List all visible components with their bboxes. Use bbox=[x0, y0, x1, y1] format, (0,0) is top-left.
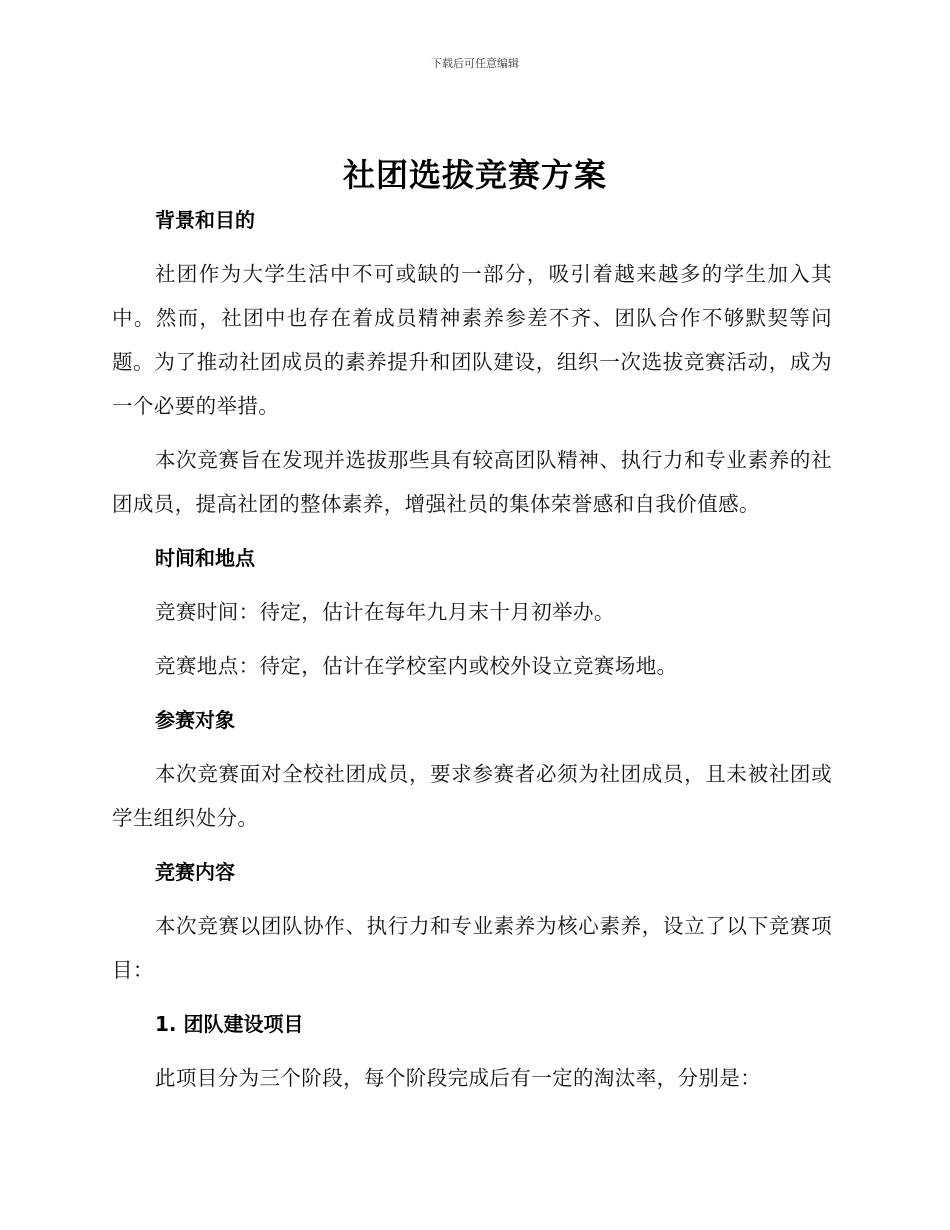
paragraph-place: 竞赛地点：待定，估计在学校室内或校外设立竞赛场地。 bbox=[155, 654, 678, 678]
paragraph-time: 竞赛时间：待定，估计在每年九月末十月初举办。 bbox=[155, 600, 615, 624]
document-body bbox=[112, 198, 832, 1110]
section-heading-content: 竞赛内容 bbox=[155, 860, 235, 884]
paragraph-participants: 本次竞赛面对全校社团成员，要求参赛者必须为社团成员，且未被社团或学生组织处分。 bbox=[112, 762, 832, 830]
paragraph-team-building: 此项目分为三个阶段，每个阶段完成后有一定的淘汰率，分别是： bbox=[155, 1066, 762, 1090]
section-heading-background: 背景和目的 bbox=[155, 208, 255, 232]
section-heading-time-place: 时间和地点 bbox=[155, 546, 255, 570]
paragraph-background-2: 本次竞赛旨在发现并选拔那些具有较高团队精神、执行力和专业素养的社团成员，提高社团的整体素养，增强社员的集体荣誉感和自我价值感。 bbox=[112, 448, 832, 516]
paragraph-background-1: 社团作为大学生活中不可或缺的一部分，吸引着越来越多的学生加入其中。然而，社团中也存在着成员精神素养参差不齐、团队合作不够默契等问题。为了推动社团成员的素养提升和团队建设，组织一次选拔竞赛活动，成为一个必要的举措。 bbox=[112, 262, 832, 418]
section-heading-participants: 参赛对象 bbox=[155, 708, 235, 732]
document-title: 社团选拔竞赛方案 bbox=[342, 156, 607, 194]
subheading-team-building: 1. 团队建设项目 bbox=[155, 1012, 304, 1036]
paragraph-content: 本次竞赛以团队协作、执行力和专业素养为核心素养，设立了以下竞赛项目： bbox=[112, 914, 832, 982]
header-note: 下载后可任意编辑 bbox=[431, 57, 519, 70]
